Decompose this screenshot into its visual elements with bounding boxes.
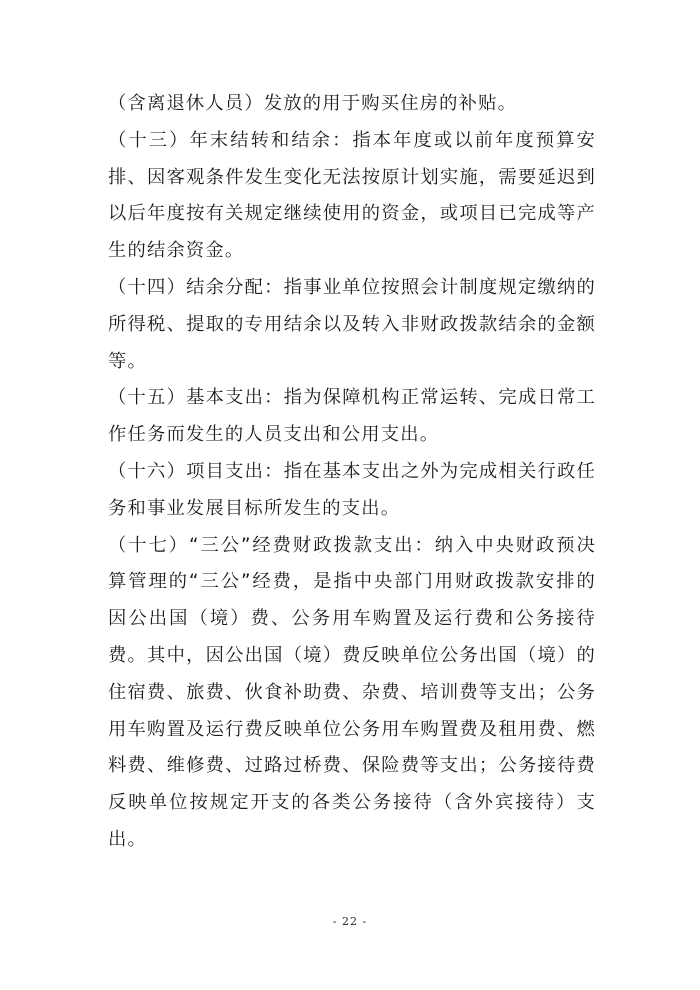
paragraph-three-public-expenditure: （十七）“三公”经费财政拨款支出：纳入中央财政预决算管理的“三公”经费，是指中央部门用财政拨款安排的因公出国（境）费、公务用车购置及运行费和公务接待费。其中，因公出国（境）费反映单位公务出国（境）的住宿费、旅费、伙食补助费、杂费、培训费等支出；公务用车购置及运行费反映单位公务用车购置费及租用费、燃料费、维修费、过路过桥费、保险费等支出；公务接待费反映单位按规定开支的各类公务接待（含外宾接待）支出。 [108, 534, 596, 850]
paragraph-housing-subsidy: （含离退休人员）发放的用于购买住房的补贴。 [108, 93, 518, 114]
paragraph-balance-distribution: （十四）结余分配：指事业单位按照会计制度规定缴纳的所得税、提取的专用结余以及转入非财政拨款结余的金额等。 [108, 276, 596, 372]
paragraph-carryover-balance: （十三）年末结转和结余：指本年度或以前年度预算安排、因客观条件发生变化无法按原计划实施，需要延迟到以后年度按有关规定继续使用的资金，或项目已完成等产生的结余资金。 [108, 129, 596, 262]
page-number: - 22 - [332, 915, 368, 928]
paragraph-project-expenditure: （十六）项目支出：指在基本支出之外为完成相关行政任务和事业发展目标所发生的支出。 [108, 460, 596, 519]
document-body [108, 86, 596, 859]
paragraph-basic-expenditure: （十五）基本支出：指为保障机构正常运转、完成日常工作任务而发生的人员支出和公用支出。 [108, 387, 596, 446]
